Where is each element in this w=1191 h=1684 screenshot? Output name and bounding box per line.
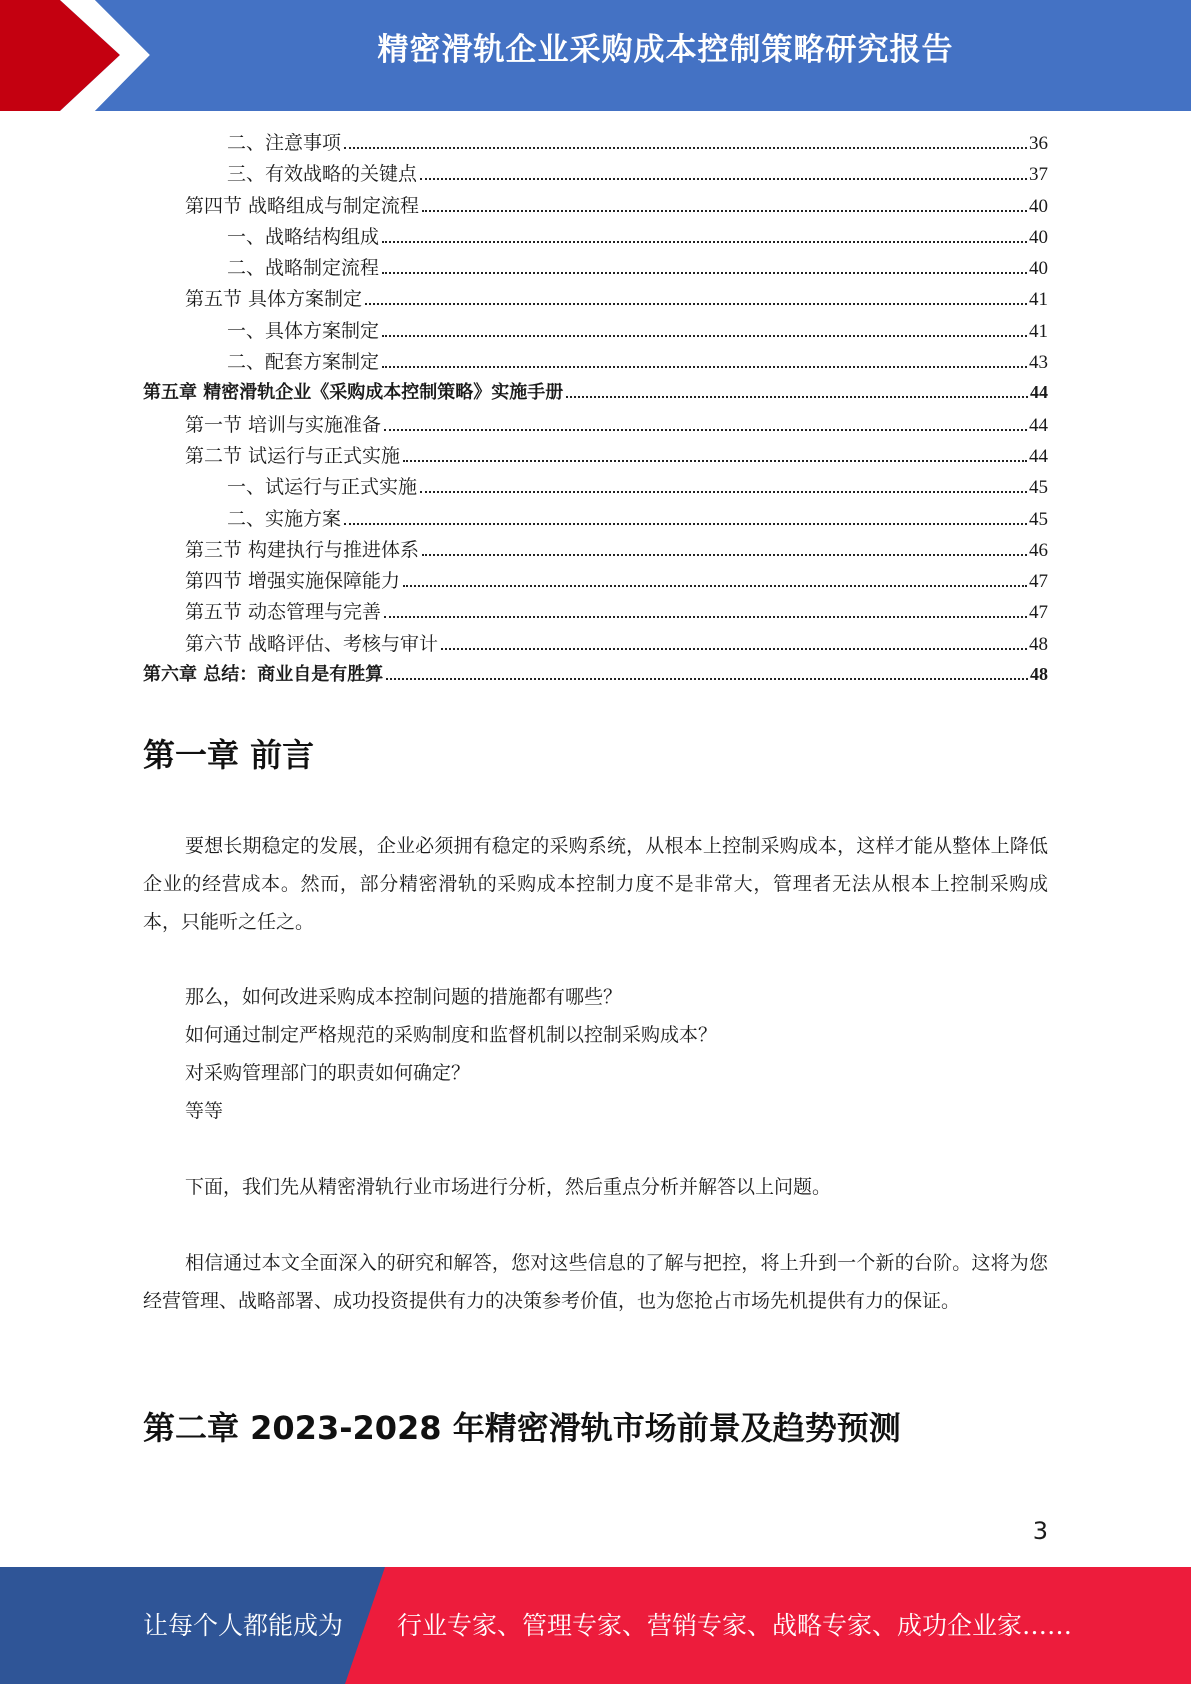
toc-entry-page: 43 [1029, 352, 1048, 374]
question-line-1: 那么，如何改进采购成本控制问题的措施都有哪些？ [185, 986, 623, 1008]
toc-entry[interactable] [143, 253, 1048, 284]
question-line-2: 如何通过制定严格规范的采购制度和监督机制以控制采购成本？ [185, 1024, 718, 1046]
report-title: 精密滑轨企业采购成本控制策略研究报告 [377, 32, 954, 68]
toc-entry-label: 一、试运行与正式实施 [227, 476, 418, 499]
toc-leader-dots [566, 396, 1028, 398]
toc-leader-dots [403, 585, 1027, 587]
chapter-2-heading: 第二章 2023-2028 年精密滑轨市场前景及趋势预测 [143, 1409, 901, 1447]
toc-entry-label: 第六章 总结：商业自是有胜算 [143, 664, 384, 686]
toc-entry-page: 40 [1029, 226, 1048, 248]
toc-entry-page: 48 [1029, 633, 1048, 655]
toc-entry[interactable] [143, 566, 1048, 597]
toc-entry-label: 第六节 战略评估、考核与审计 [185, 632, 439, 655]
page-number: 3 [1032, 1517, 1048, 1545]
toc-entry-label: 二、配套方案制定 [227, 351, 380, 374]
toc-leader-dots [403, 460, 1027, 462]
toc-leader-dots [382, 366, 1027, 368]
toc-entry-label: 第五章 精密滑轨企业《采购成本控制策略》实施手册 [143, 382, 564, 404]
toc-leader-dots [384, 429, 1027, 431]
toc-entry-page: 45 [1029, 508, 1048, 530]
toc-entry-page: 40 [1029, 258, 1048, 280]
page-footer [0, 1567, 1191, 1684]
chapter-1-paragraph-1: 要想长期稳定的发展，企业必须拥有稳定的采购系统，从根本上控制采购成本，这样才能从整体上降低企业的经营成本。然而，部分精密滑轨的采购成本控制力度不是非常大，管理者无法从根本上控制采购成本，只能听之任之。 [143, 835, 1048, 933]
toc-entry[interactable] [143, 222, 1048, 253]
toc-entry-label: 第一节 培训与实施准备 [185, 413, 382, 436]
toc-entry[interactable] [143, 347, 1048, 378]
toc-leader-dots [422, 210, 1027, 212]
chapter-1-paragraph-3: 相信通过本文全面深入的研究和解答，您对这些信息的了解与把控，将上升到一个新的台阶。这将为您经营管理、战略部署、成功投资提供有力的决策参考价值，也为您抢占市场先机提供有力的保证。 [143, 1252, 1048, 1312]
toc-entry[interactable] [143, 472, 1048, 503]
toc-leader-dots [420, 178, 1027, 180]
toc-entry-label: 第四节 战略组成与制定流程 [185, 194, 420, 217]
toc-leader-dots [344, 523, 1027, 525]
toc-entry-page: 44 [1029, 445, 1048, 467]
toc-entry-label: 第五节 具体方案制定 [185, 288, 363, 311]
toc-leader-dots [384, 616, 1027, 618]
toc-entry[interactable] [143, 535, 1048, 566]
toc-entry-label: 二、实施方案 [227, 507, 342, 530]
toc-entry-page: 40 [1029, 195, 1048, 217]
toc-entry-page: 48 [1030, 664, 1048, 685]
toc-leader-dots [386, 678, 1028, 680]
toc-entry-label: 第四节 增强实施保障能力 [185, 570, 401, 593]
chapter-1-heading: 第一章 前言 [143, 736, 315, 774]
toc-entry-label: 二、注意事项 [227, 132, 342, 154]
toc-entry[interactable] [143, 191, 1048, 222]
toc-entry-label: 第三节 构建执行与推进体系 [185, 538, 420, 561]
toc-entry[interactable] [143, 316, 1048, 347]
toc-entry-label: 第二节 试运行与正式实施 [185, 444, 401, 467]
toc-entry[interactable] [143, 504, 1048, 535]
page-header [0, 0, 1191, 111]
toc-entry[interactable] [143, 410, 1048, 441]
toc-leader-dots [344, 147, 1027, 149]
question-line-4: 等等 [185, 1100, 224, 1122]
toc-entry[interactable] [143, 597, 1048, 628]
toc-entry-label: 二、战略制定流程 [227, 257, 380, 280]
toc-entry[interactable] [143, 660, 1048, 691]
toc-entry-page: 41 [1029, 289, 1048, 311]
toc-entry-page: 41 [1029, 320, 1048, 342]
toc-entry-page: 44 [1029, 414, 1048, 436]
toc-leader-dots [382, 335, 1027, 337]
toc-entry-page: 47 [1029, 571, 1048, 593]
toc-entry-label: 第五节 动态管理与完善 [185, 601, 382, 624]
toc-entry[interactable] [143, 629, 1048, 660]
toc-entry-page: 46 [1029, 539, 1048, 561]
question-line-3: 对采购管理部门的职责如何确定？ [185, 1062, 471, 1084]
toc-entry[interactable] [143, 128, 1048, 159]
toc-entry-label: 三、有效战略的关键点 [227, 163, 418, 186]
toc-leader-dots [365, 303, 1027, 305]
chapter-1-paragraph-2: 下面，我们先从精密滑轨行业市场进行分析，然后重点分析并解答以上问题。 [185, 1176, 832, 1198]
toc-leader-dots [422, 554, 1027, 556]
toc-leader-dots [382, 241, 1027, 243]
toc-entry[interactable] [143, 441, 1048, 472]
toc-entry-page: 47 [1029, 602, 1048, 624]
toc-leader-dots [420, 491, 1027, 493]
toc-leader-dots [441, 648, 1027, 650]
footer-slogan-left: 让每个人都能成为 [143, 1611, 344, 1640]
toc-entry-page: 45 [1029, 477, 1048, 499]
footer-slogan-right: 行业专家、管理专家、营销专家、战略专家、成功企业家…… [397, 1611, 1073, 1640]
toc-entry[interactable] [143, 159, 1048, 190]
toc-entry-page: 36 [1029, 133, 1048, 154]
toc-entry[interactable] [143, 378, 1048, 409]
toc-entry-label: 一、具体方案制定 [227, 319, 380, 342]
table-of-contents [143, 128, 1048, 691]
toc-entry-label: 一、战略结构组成 [227, 225, 380, 248]
toc-entry-page: 44 [1030, 382, 1048, 403]
toc-entry[interactable] [143, 284, 1048, 315]
toc-leader-dots [382, 272, 1027, 274]
toc-entry-page: 37 [1029, 164, 1048, 186]
